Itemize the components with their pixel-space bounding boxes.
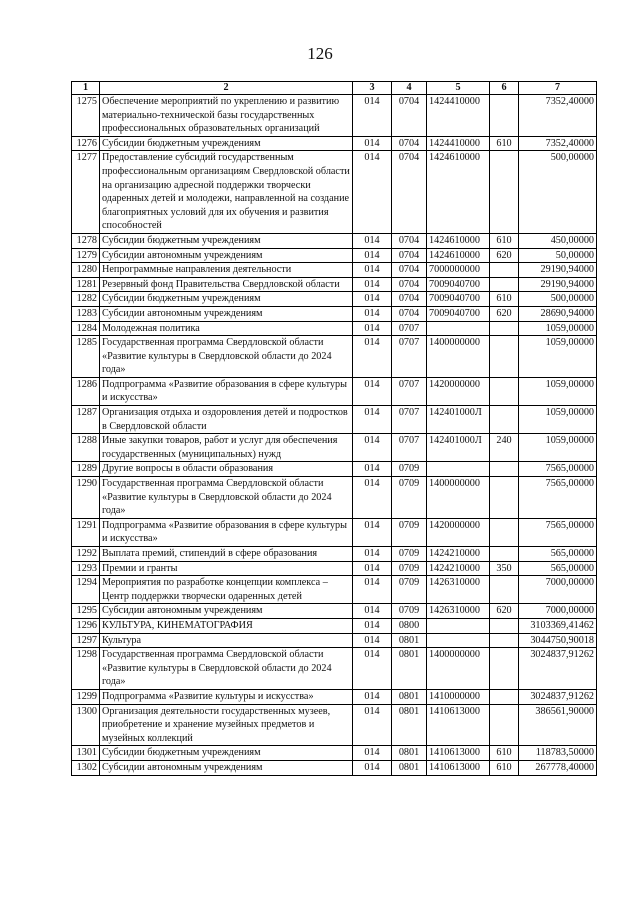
admin-code: 014 xyxy=(353,547,392,562)
row-number: 1285 xyxy=(72,336,100,378)
section-code: 0801 xyxy=(392,633,427,648)
admin-code: 014 xyxy=(353,633,392,648)
section-code: 0709 xyxy=(392,561,427,576)
admin-code: 014 xyxy=(353,406,392,434)
target-code: 1424610000 xyxy=(427,151,490,234)
row-number: 1290 xyxy=(72,477,100,519)
admin-code: 014 xyxy=(353,248,392,263)
expense-kind-code xyxy=(490,321,519,336)
table-row xyxy=(72,518,597,546)
table-body xyxy=(72,95,597,776)
admin-code: 014 xyxy=(353,561,392,576)
expense-kind-code: 350 xyxy=(490,561,519,576)
page-number: 126 xyxy=(307,44,333,63)
row-amount: 386561,90000 xyxy=(519,704,597,746)
row-name: КУЛЬТУРА, КИНЕМАТОГРАФИЯ xyxy=(100,618,353,633)
admin-code: 014 xyxy=(353,576,392,604)
row-name: Премии и гранты xyxy=(100,561,353,576)
row-number: 1284 xyxy=(72,321,100,336)
expense-kind-code xyxy=(490,95,519,137)
table-row xyxy=(72,248,597,263)
section-code: 0707 xyxy=(392,321,427,336)
table-row xyxy=(72,277,597,292)
section-code: 0704 xyxy=(392,277,427,292)
section-code: 0707 xyxy=(392,336,427,378)
row-number: 1283 xyxy=(72,306,100,321)
admin-code: 014 xyxy=(353,95,392,137)
row-name: Государственная программа Свердловской области «Развитие культуры в Свердловской области до 2024 года» xyxy=(100,336,353,378)
target-code: 1424210000 xyxy=(427,547,490,562)
row-amount: 3044750,90018 xyxy=(519,633,597,648)
admin-code: 014 xyxy=(353,263,392,278)
table-row xyxy=(72,151,597,234)
row-name: Субсидии бюджетным учреждениям xyxy=(100,233,353,248)
table-row xyxy=(72,576,597,604)
admin-code: 014 xyxy=(353,277,392,292)
row-name: Организация отдыха и оздоровления детей и подростков в Свердловской области xyxy=(100,406,353,434)
target-code: 1424610000 xyxy=(427,233,490,248)
expense-kind-code xyxy=(490,648,519,690)
admin-code: 014 xyxy=(353,151,392,234)
row-number: 1298 xyxy=(72,648,100,690)
expense-kind-code: 610 xyxy=(490,233,519,248)
row-amount: 7565,00000 xyxy=(519,477,597,519)
row-amount: 7352,40000 xyxy=(519,95,597,137)
expense-kind-code xyxy=(490,406,519,434)
target-code: 7009040700 xyxy=(427,306,490,321)
row-number: 1278 xyxy=(72,233,100,248)
table-row xyxy=(72,618,597,633)
budget-table xyxy=(71,81,597,776)
target-code: 142401000Л xyxy=(427,406,490,434)
row-name: Субсидии автономным учреждениям xyxy=(100,604,353,619)
section-code: 0800 xyxy=(392,618,427,633)
row-number: 1297 xyxy=(72,633,100,648)
expense-kind-code xyxy=(490,704,519,746)
table-row xyxy=(72,561,597,576)
row-number: 1277 xyxy=(72,151,100,234)
table-row xyxy=(72,321,597,336)
section-code: 0801 xyxy=(392,704,427,746)
row-amount: 3103369,41462 xyxy=(519,618,597,633)
row-name: Обеспечение мероприятий по укреплению и развитию материально-технической базы государственных профессиональных образовательных организаций xyxy=(100,95,353,137)
table-row xyxy=(72,746,597,761)
column-header: 1 xyxy=(72,82,100,95)
section-code: 0709 xyxy=(392,547,427,562)
row-name: Государственная программа Свердловской области «Развитие культуры в Свердловской области до 2024 года» xyxy=(100,477,353,519)
row-number: 1280 xyxy=(72,263,100,278)
section-code: 0704 xyxy=(392,248,427,263)
row-name: Подпрограмма «Развитие образования в сфере культуры и искусства» xyxy=(100,518,353,546)
row-amount: 1059,00000 xyxy=(519,321,597,336)
target-code: 1400000000 xyxy=(427,336,490,378)
column-header: 7 xyxy=(519,82,597,95)
admin-code: 014 xyxy=(353,746,392,761)
row-number: 1288 xyxy=(72,434,100,462)
row-name: Субсидии бюджетным учреждениям xyxy=(100,136,353,151)
target-code: 7000000000 xyxy=(427,263,490,278)
row-amount: 28690,94000 xyxy=(519,306,597,321)
row-amount: 3024837,91262 xyxy=(519,689,597,704)
expense-kind-code xyxy=(490,263,519,278)
target-code xyxy=(427,321,490,336)
row-name: Непрограммные направления деятельности xyxy=(100,263,353,278)
expense-kind-code xyxy=(490,547,519,562)
row-name: Выплата премий, стипендий в сфере образования xyxy=(100,547,353,562)
admin-code: 014 xyxy=(353,618,392,633)
target-code: 1410613000 xyxy=(427,746,490,761)
row-number: 1276 xyxy=(72,136,100,151)
target-code: 1424410000 xyxy=(427,136,490,151)
table-row xyxy=(72,95,597,137)
expense-kind-code: 610 xyxy=(490,760,519,775)
section-code: 0704 xyxy=(392,306,427,321)
expense-kind-code: 620 xyxy=(490,248,519,263)
section-code: 0707 xyxy=(392,406,427,434)
row-name: Субсидии автономным учреждениям xyxy=(100,306,353,321)
section-code: 0709 xyxy=(392,462,427,477)
target-code: 1410613000 xyxy=(427,704,490,746)
section-code: 0801 xyxy=(392,648,427,690)
row-number: 1301 xyxy=(72,746,100,761)
row-number: 1291 xyxy=(72,518,100,546)
row-name: Молодежная политика xyxy=(100,321,353,336)
row-name: Государственная программа Свердловской области «Развитие культуры в Свердловской области до 2024 года» xyxy=(100,648,353,690)
row-amount: 29190,94000 xyxy=(519,277,597,292)
expense-kind-code: 620 xyxy=(490,604,519,619)
table-row xyxy=(72,136,597,151)
admin-code: 014 xyxy=(353,760,392,775)
row-amount: 450,00000 xyxy=(519,233,597,248)
row-number: 1287 xyxy=(72,406,100,434)
row-number: 1281 xyxy=(72,277,100,292)
table-row xyxy=(72,633,597,648)
table-row xyxy=(72,263,597,278)
row-number: 1286 xyxy=(72,377,100,405)
expense-kind-code xyxy=(490,633,519,648)
row-number: 1293 xyxy=(72,561,100,576)
expense-kind-code xyxy=(490,477,519,519)
admin-code: 014 xyxy=(353,377,392,405)
expense-kind-code: 610 xyxy=(490,292,519,307)
expense-kind-code: 610 xyxy=(490,136,519,151)
row-name: Предоставление субсидий государственным профессиональным организациям Свердловской области на организацию адресной поддержки творчески одаренных детей и молодежи, направленной на создание благоприятных условий для их обучения и развития способностей xyxy=(100,151,353,234)
row-amount: 1059,00000 xyxy=(519,336,597,378)
table-row xyxy=(72,648,597,690)
section-code: 0704 xyxy=(392,263,427,278)
row-name: Субсидии бюджетным учреждениям xyxy=(100,292,353,307)
section-code: 0707 xyxy=(392,377,427,405)
section-code: 0709 xyxy=(392,477,427,519)
row-number: 1282 xyxy=(72,292,100,307)
row-number: 1299 xyxy=(72,689,100,704)
table-row xyxy=(72,704,597,746)
column-header: 5 xyxy=(427,82,490,95)
admin-code: 014 xyxy=(353,434,392,462)
admin-code: 014 xyxy=(353,306,392,321)
row-amount: 7565,00000 xyxy=(519,462,597,477)
admin-code: 014 xyxy=(353,604,392,619)
table-row xyxy=(72,760,597,775)
section-code: 0709 xyxy=(392,576,427,604)
admin-code: 014 xyxy=(353,233,392,248)
expense-kind-code xyxy=(490,377,519,405)
section-code: 0709 xyxy=(392,518,427,546)
row-amount: 29190,94000 xyxy=(519,263,597,278)
table-row xyxy=(72,462,597,477)
row-name: Субсидии автономным учреждениям xyxy=(100,248,353,263)
admin-code: 014 xyxy=(353,462,392,477)
section-code: 0704 xyxy=(392,151,427,234)
section-code: 0704 xyxy=(392,136,427,151)
row-number: 1296 xyxy=(72,618,100,633)
row-number: 1279 xyxy=(72,248,100,263)
admin-code: 014 xyxy=(353,648,392,690)
row-name: Организация деятельности государственных музеев, приобретение и хранение музейных предметов и музейных коллекций xyxy=(100,704,353,746)
expense-kind-code xyxy=(490,518,519,546)
target-code: 7009040700 xyxy=(427,292,490,307)
table-row xyxy=(72,377,597,405)
table-row xyxy=(72,406,597,434)
admin-code: 014 xyxy=(353,477,392,519)
row-name: Резервный фонд Правительства Свердловской области xyxy=(100,277,353,292)
table-row xyxy=(72,547,597,562)
row-amount: 267778,40000 xyxy=(519,760,597,775)
row-amount: 565,00000 xyxy=(519,561,597,576)
admin-code: 014 xyxy=(353,704,392,746)
row-amount: 7352,40000 xyxy=(519,136,597,151)
target-code: 7009040700 xyxy=(427,277,490,292)
row-name: Субсидии автономным учреждениям xyxy=(100,760,353,775)
expense-kind-code xyxy=(490,151,519,234)
expense-kind-code: 610 xyxy=(490,746,519,761)
table-row xyxy=(72,233,597,248)
target-code: 142401000Л xyxy=(427,434,490,462)
section-code: 0801 xyxy=(392,760,427,775)
target-code xyxy=(427,618,490,633)
table-row xyxy=(72,292,597,307)
target-code xyxy=(427,633,490,648)
row-name: Субсидии бюджетным учреждениям xyxy=(100,746,353,761)
row-number: 1300 xyxy=(72,704,100,746)
row-amount: 500,00000 xyxy=(519,151,597,234)
row-amount: 50,00000 xyxy=(519,248,597,263)
target-code: 1410613000 xyxy=(427,760,490,775)
row-name: Подпрограмма «Развитие образования в сфере культуры и искусства» xyxy=(100,377,353,405)
table-row xyxy=(72,689,597,704)
target-code: 1424210000 xyxy=(427,561,490,576)
expense-kind-code xyxy=(490,576,519,604)
section-code: 0801 xyxy=(392,689,427,704)
target-code: 1420000000 xyxy=(427,518,490,546)
row-amount: 500,00000 xyxy=(519,292,597,307)
column-header: 2 xyxy=(100,82,353,95)
column-header: 3 xyxy=(353,82,392,95)
expense-kind-code: 620 xyxy=(490,306,519,321)
row-number: 1302 xyxy=(72,760,100,775)
expense-kind-code xyxy=(490,462,519,477)
row-amount: 1059,00000 xyxy=(519,434,597,462)
row-name: Подпрограмма «Развитие культуры и искусства» xyxy=(100,689,353,704)
column-header: 6 xyxy=(490,82,519,95)
target-code: 1400000000 xyxy=(427,477,490,519)
section-code: 0704 xyxy=(392,233,427,248)
row-amount: 1059,00000 xyxy=(519,406,597,434)
table-row xyxy=(72,306,597,321)
expense-kind-code xyxy=(490,689,519,704)
section-code: 0709 xyxy=(392,604,427,619)
row-name: Иные закупки товаров, работ и услуг для обеспечения государственных (муниципальных) нужд xyxy=(100,434,353,462)
row-amount: 118783,50000 xyxy=(519,746,597,761)
admin-code: 014 xyxy=(353,292,392,307)
row-amount: 1059,00000 xyxy=(519,377,597,405)
table-row xyxy=(72,477,597,519)
row-name: Другие вопросы в области образования xyxy=(100,462,353,477)
expense-kind-code xyxy=(490,618,519,633)
target-code: 1410000000 xyxy=(427,689,490,704)
row-amount: 3024837,91262 xyxy=(519,648,597,690)
admin-code: 014 xyxy=(353,336,392,378)
row-number: 1294 xyxy=(72,576,100,604)
admin-code: 014 xyxy=(353,321,392,336)
target-code: 1420000000 xyxy=(427,377,490,405)
row-amount: 565,00000 xyxy=(519,547,597,562)
row-number: 1295 xyxy=(72,604,100,619)
section-code: 0707 xyxy=(392,434,427,462)
section-code: 0704 xyxy=(392,95,427,137)
row-amount: 7565,00000 xyxy=(519,518,597,546)
admin-code: 014 xyxy=(353,689,392,704)
admin-code: 014 xyxy=(353,518,392,546)
column-header: 4 xyxy=(392,82,427,95)
row-name: Мероприятия по разработке концепции комплекса – Центр поддержки творчески одаренных детей xyxy=(100,576,353,604)
target-code: 1424610000 xyxy=(427,248,490,263)
row-number: 1275 xyxy=(72,95,100,137)
table-row xyxy=(72,604,597,619)
row-amount: 7000,00000 xyxy=(519,604,597,619)
table-header-row xyxy=(72,82,597,95)
row-number: 1292 xyxy=(72,547,100,562)
expense-kind-code xyxy=(490,336,519,378)
row-name: Культура xyxy=(100,633,353,648)
table-row xyxy=(72,336,597,378)
target-code: 1426310000 xyxy=(427,604,490,619)
table-row xyxy=(72,434,597,462)
section-code: 0801 xyxy=(392,746,427,761)
target-code: 1424410000 xyxy=(427,95,490,137)
section-code: 0704 xyxy=(392,292,427,307)
row-amount: 7000,00000 xyxy=(519,576,597,604)
row-number: 1289 xyxy=(72,462,100,477)
target-code: 1426310000 xyxy=(427,576,490,604)
target-code: 1400000000 xyxy=(427,648,490,690)
target-code xyxy=(427,462,490,477)
admin-code: 014 xyxy=(353,136,392,151)
expense-kind-code xyxy=(490,277,519,292)
expense-kind-code: 240 xyxy=(490,434,519,462)
